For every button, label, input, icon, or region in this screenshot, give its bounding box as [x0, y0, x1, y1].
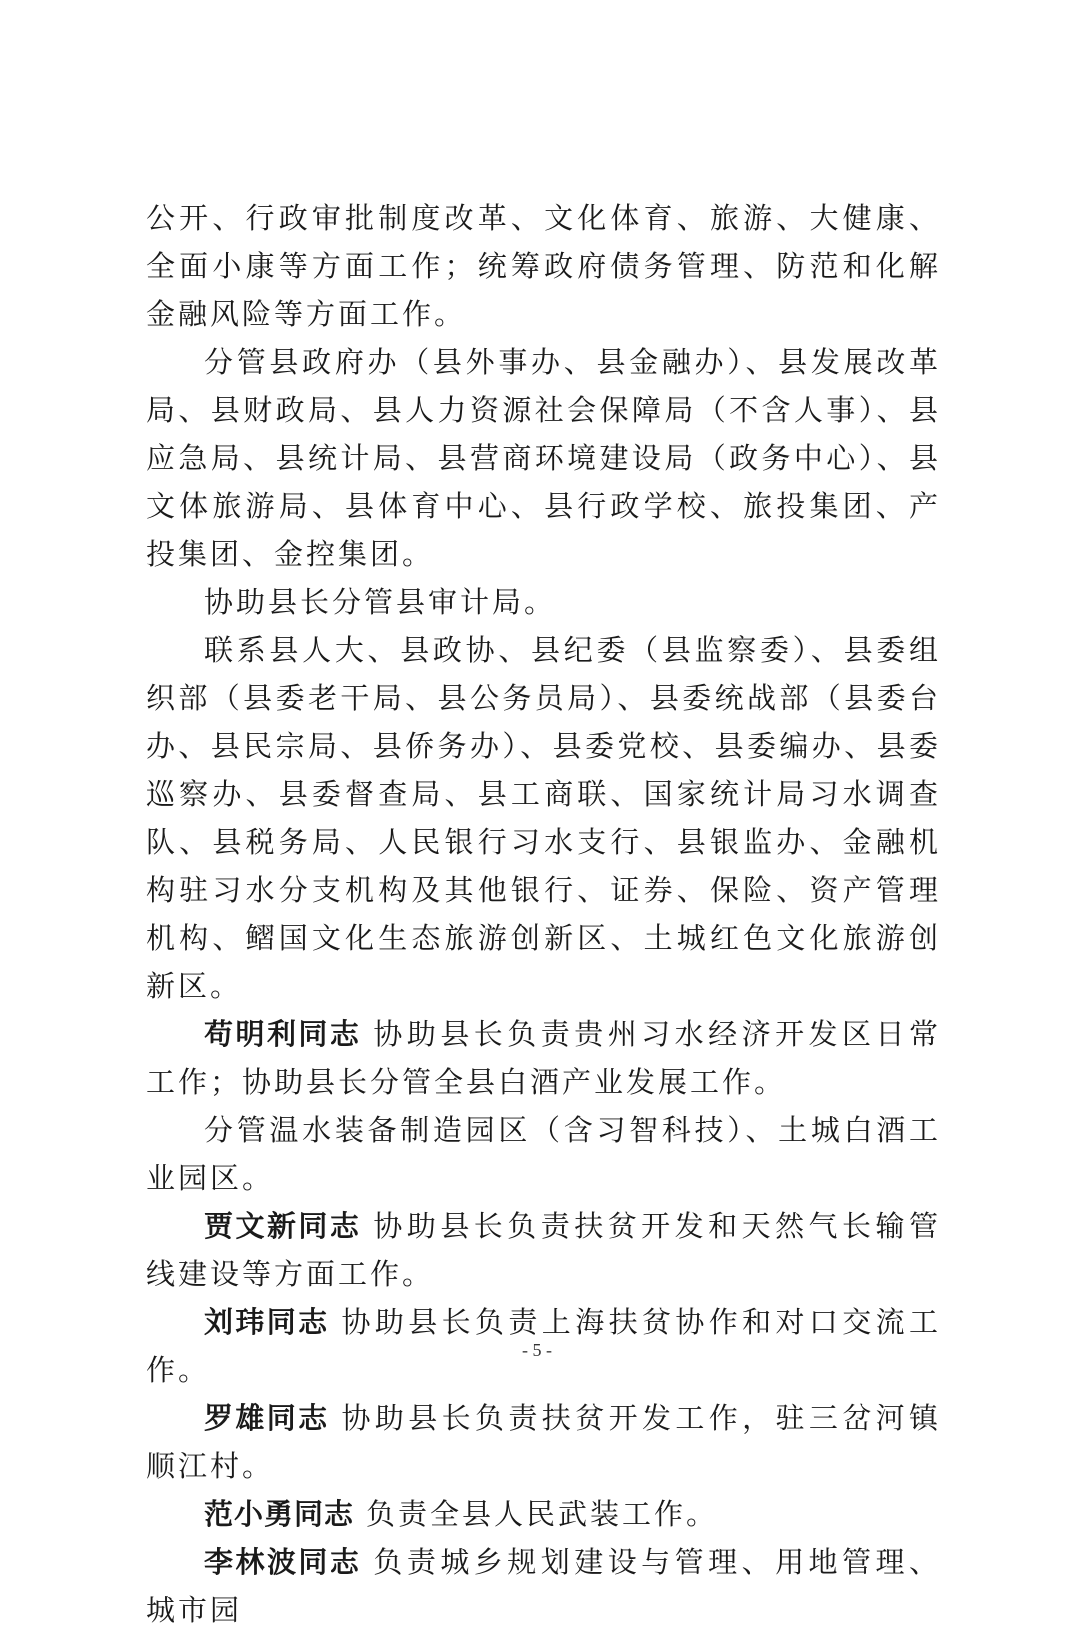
paragraph-6 — [146, 1106, 941, 1202]
paragraph-5-text: 协助县长负责贵州习水经济开发区日常工作；协助县长分管全县白酒产业发展工作。 — [146, 1017, 941, 1099]
paragraph-11-text: 负责城乡规划建设与管理、用地管理、城市园 — [146, 1545, 941, 1627]
official-name: 范小勇同志 — [204, 1497, 355, 1531]
paragraph-3 — [146, 578, 941, 626]
paragraph-4 — [146, 626, 941, 1010]
paragraph-3-text: 协助县长分管县审计局。 — [204, 585, 557, 619]
official-name: 罗雄同志 — [204, 1401, 330, 1435]
paragraph-11 — [146, 1538, 941, 1634]
official-name: 苟明利同志 — [204, 1017, 362, 1051]
paragraph-10-text: 负责全县人民武装工作。 — [366, 1497, 719, 1531]
page-number: - 5 - — [522, 1340, 552, 1360]
paragraph-9-text: 协助县长负责扶贫开发工作，驻三岔河镇顺江村。 — [146, 1401, 941, 1483]
paragraph-1 — [146, 194, 941, 338]
paragraph-5 — [146, 1010, 941, 1106]
paragraph-2-text: 分管县政府办（县外事办、县金融办）、县发展改革局、县财政局、县人力资源社会保障局（不含人事）、县应急局、县统计局、县营商环境建设局（政务中心）、县文体旅游局、县体育中心、县行政学校、旅投集团、产投集团、金控集团。 — [146, 345, 941, 571]
paragraph-6-text: 分管温水装备制造园区（含习智科技）、土城白酒工业园区。 — [146, 1113, 941, 1195]
paragraph-7 — [146, 1202, 941, 1298]
official-name: 贾文新同志 — [204, 1209, 362, 1243]
official-name: 刘玮同志 — [204, 1305, 330, 1339]
paragraph-8-text: 协助县长负责上海扶贫协作和对口交流工作。 — [146, 1305, 941, 1387]
paragraph-7-text: 协助县长负责扶贫开发和天然气长输管线建设等方面工作。 — [146, 1209, 941, 1291]
paragraph-10 — [146, 1490, 941, 1538]
body-text — [146, 194, 941, 1634]
official-name: 李林波同志 — [204, 1545, 362, 1579]
paragraph-1-text: 公开、行政审批制度改革、文化体育、旅游、大健康、全面小康等方面工作；统筹政府债务管理、防范和化解金融风险等方面工作。 — [146, 201, 941, 331]
paragraph-9 — [146, 1394, 941, 1490]
paragraph-4-text: 联系县人大、县政协、县纪委（县监察委）、县委组织部（县委老干局、县公务员局）、县委统战部（县委台办、县民宗局、县侨务办）、县委党校、县委编办、县委巡察办、县委督查局、县工商联、国家统计局习水调查队、县税务局、人民银行习水支行、县银监办、金融机构驻习水分支机构及其他银行、证券、保险、资产管理机构、鳛国文化生态旅游创新区、土城红色文化旅游创新区。 — [146, 633, 941, 1003]
paragraph-2 — [146, 338, 941, 578]
